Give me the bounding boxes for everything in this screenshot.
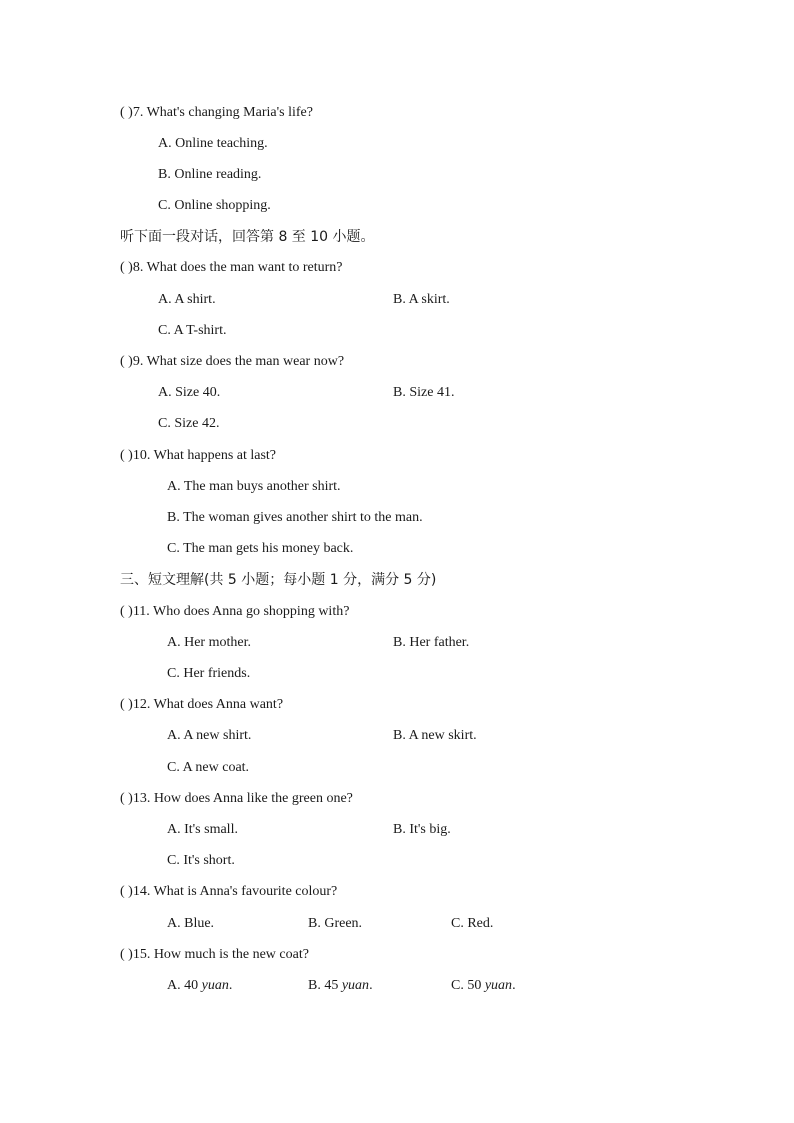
question-15: ( )15. How much is the new coat? xyxy=(120,947,309,962)
option-11a: A. Her mother. xyxy=(167,635,251,650)
question-9: ( )9. What size does the man wear now? xyxy=(120,354,345,369)
section-reading-heading: 三、短文理解(共 5 小题；每小题 1 分，满分 5 分) xyxy=(120,572,437,588)
option-14c: C. Red. xyxy=(451,916,494,931)
option-15b-amount: B. 45 xyxy=(308,978,342,993)
question-12: ( )12. What does Anna want? xyxy=(120,697,284,712)
option-13a: A. It's small. xyxy=(167,822,238,837)
option-8a: A. A shirt. xyxy=(158,292,216,307)
option-11b: B. Her father. xyxy=(393,635,470,650)
option-9b: B. Size 41. xyxy=(393,385,455,400)
option-14a: A. Blue. xyxy=(167,916,215,931)
option-8b: B. A skirt. xyxy=(393,292,450,307)
option-10b: B. The woman gives another shirt to the man. xyxy=(167,510,423,525)
option-15a-unit: yuan xyxy=(201,978,229,993)
option-15c: C. 50 yuan. xyxy=(451,978,516,993)
option-8c: C. A T-shirt. xyxy=(158,323,227,338)
option-15c-unit: yuan xyxy=(484,978,513,993)
option-15a: A. 40 yuan. xyxy=(167,978,233,993)
option-15b: B. 45 yuan. xyxy=(308,978,373,993)
option-7c: C. Online shopping. xyxy=(158,198,271,213)
option-13c: C. It's short. xyxy=(167,853,235,868)
option-9c: C. Size 42. xyxy=(158,416,220,431)
option-12c: C. A new coat. xyxy=(167,760,250,775)
section-dialogue-heading: 听下面一段对话，回答第 8 至 10 小题。 xyxy=(120,229,375,245)
question-13: ( )13. How does Anna like the green one? xyxy=(120,791,353,806)
option-11c: C. Her friends. xyxy=(167,666,251,681)
option-10a: A. The man buys another shirt. xyxy=(167,479,341,494)
option-15b-unit: yuan xyxy=(341,978,370,993)
option-15a-amount: A. 40 xyxy=(167,978,202,993)
question-14: ( )14. What is Anna's favourite colour? xyxy=(120,884,338,899)
option-15c-amount: C. 50 xyxy=(451,978,485,993)
option-10c: C. The man gets his money back. xyxy=(167,541,354,556)
option-7b: B. Online reading. xyxy=(158,167,262,182)
option-14b: B. Green. xyxy=(308,916,363,931)
question-11: ( )11. Who does Anna go shopping with? xyxy=(120,604,350,619)
option-9a: A. Size 40. xyxy=(158,385,221,400)
option-7a: A. Online teaching. xyxy=(158,136,268,151)
option-12a: A. A new shirt. xyxy=(167,728,252,743)
option-12b: B. A new skirt. xyxy=(393,728,477,743)
question-10: ( )10. What happens at last? xyxy=(120,448,277,463)
option-13b: B. It's big. xyxy=(393,822,451,837)
question-8: ( )8. What does the man want to return? xyxy=(120,260,343,275)
question-7: ( )7. What's changing Maria's life? xyxy=(120,105,313,120)
